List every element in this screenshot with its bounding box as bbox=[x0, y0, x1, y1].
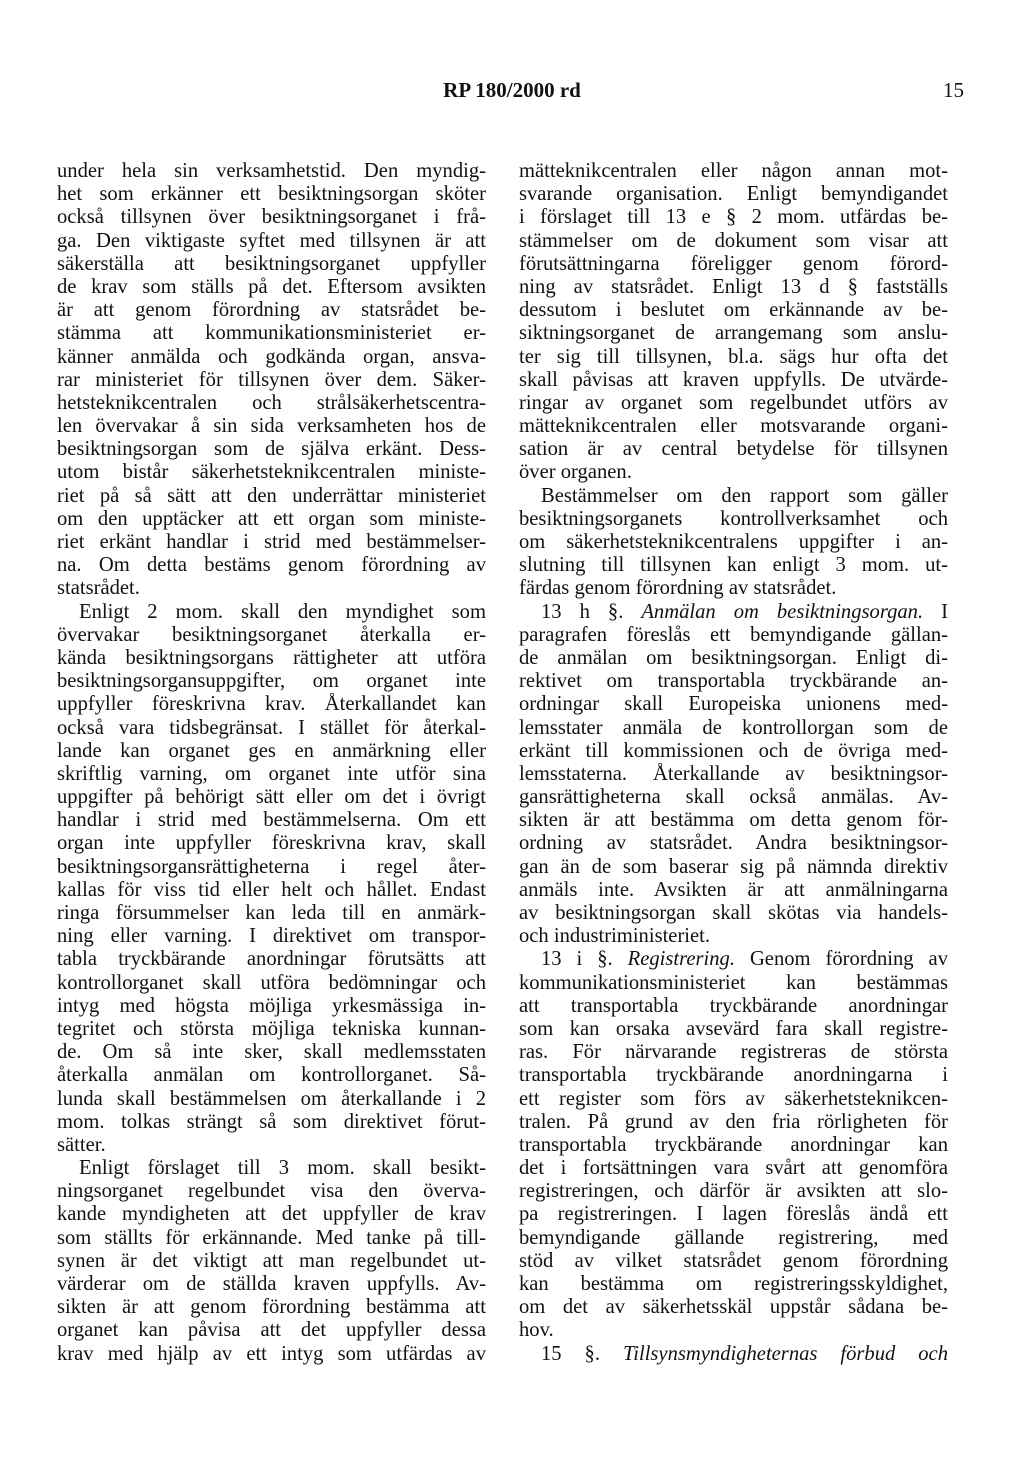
text-line: synen är det viktigt att man regelbundet ut- bbox=[57, 1249, 486, 1272]
text-line: mätteknikcentralen eller någon annan mot- bbox=[519, 160, 948, 182]
text-line: är att genom förordning av statsrådet be- bbox=[57, 299, 486, 322]
text-line: anmäls inte. Avsikten är att anmälningarna bbox=[519, 878, 948, 901]
text-line: skriftlig varning, om organet inte utför sina bbox=[57, 762, 486, 785]
text-line: sation är av central betydelse för tillsynen bbox=[519, 438, 948, 461]
text-line: registreringen, och därför är avsikten att slo- bbox=[519, 1180, 948, 1203]
text-line: slutning till tillsynen kan enligt 3 mom. ut- bbox=[519, 554, 948, 577]
text-line: skall påvisas att kraven uppfylls. De utvärde- bbox=[519, 368, 948, 391]
text-line: om det av säkerhetsskäl uppstår sådana be- bbox=[519, 1296, 948, 1319]
text-line: uppgifter på behörigt sätt eller om det i övrigt bbox=[57, 786, 486, 809]
text-line: utom bistår säkerhetsteknikcentralen ministe- bbox=[57, 461, 486, 484]
text-line: ning av statsrådet. Enligt 13 d § fastställs bbox=[519, 275, 948, 298]
text-line: handlar i strid med bestämmelserna. Om ett bbox=[57, 809, 486, 832]
text-line: värderar om de ställda kraven uppfylls. Av- bbox=[57, 1273, 486, 1295]
text-line: färdas genom förordning av statsrådet. bbox=[519, 577, 837, 600]
text-line: besiktningsorganets kontrollverksamhet och bbox=[519, 507, 948, 530]
text-line: erkänt till kommissionen och de övriga med- bbox=[519, 739, 948, 762]
text-line: under hela sin verksamhetstid. Den myndig- bbox=[57, 160, 486, 182]
text-line: ning eller varning. I direktivet om transpor- bbox=[57, 925, 486, 948]
text-line: ter sig till tillsynen, bl.a. sägs hur ofta det bbox=[519, 345, 948, 368]
section-heading: Registrering. bbox=[627, 948, 735, 971]
text-line: mätteknikcentralen eller motsvarande organi- bbox=[519, 415, 948, 438]
text-line: som ställts för erkännande. Med tanke på till- bbox=[57, 1226, 486, 1249]
text-line: av besiktningsorgan skall skötas via handels- bbox=[519, 902, 948, 924]
text-line: tabla tryckbärande anordningar förutsätts att bbox=[57, 948, 486, 971]
text-line: kända besiktningsorgans rättigheter att utföra bbox=[57, 646, 486, 669]
text-line: över organen. bbox=[519, 461, 632, 484]
text-line: dessutom i beslutet om erkännande av be- bbox=[519, 299, 948, 322]
text-line: kande myndigheten att det uppfyller de krav bbox=[57, 1203, 486, 1226]
text-line: kan bestämma om registreringsskyldighet, bbox=[519, 1273, 948, 1295]
text-line: de krav som ställs på det. Eftersom avsikten bbox=[57, 275, 486, 298]
text-line: kallas för viss tid eller helt och hållet. Endast bbox=[57, 878, 486, 901]
text-line: ringar av organet som regelbundet utförs av bbox=[519, 391, 948, 414]
left-column bbox=[57, 160, 486, 1366]
text-line: paragrafen föreslås ett bemyndigande gällan- bbox=[519, 623, 948, 646]
text-line: de. Om så inte sker, skall medlemsstaten bbox=[57, 1041, 486, 1064]
text-line: 13 h §. Anmälan om besiktningsorgan. I bbox=[541, 600, 948, 623]
text-line: hetsteknikcentralen och strålsäkerhetscentra- bbox=[57, 391, 486, 414]
text-line: lemsstater anmäla de kontrollorgan som de bbox=[519, 716, 948, 739]
text-line: ningsorganet regelbundet visa den överva- bbox=[57, 1180, 486, 1203]
text-line: transportabla tryckbärande anordningar kan bbox=[519, 1133, 948, 1156]
text-line: stöd av vilket statsrådet genom förordning bbox=[519, 1249, 948, 1272]
text-line: besiktningsorgansuppgifter, om organet inte bbox=[57, 670, 486, 693]
text-line: organ inte uppfyller föreskrivna krav, skall bbox=[57, 832, 486, 855]
text-line: säkerställa att besiktningsorganet uppfyller bbox=[57, 252, 486, 275]
text-line: Enligt 2 mom. skall den myndighet som bbox=[79, 600, 486, 623]
text-line: ordning av statsrådet. Andra besiktningsor- bbox=[519, 832, 948, 855]
text-line: lunda skall bestämmelsen om återkallande i 2 bbox=[57, 1087, 486, 1110]
text-line: organet kan påvisa att det uppfyller dessa bbox=[57, 1319, 486, 1342]
text-line: hov. bbox=[519, 1319, 554, 1342]
text-line: sikten är att genom förordning bestämma att bbox=[57, 1296, 486, 1319]
text-line: ga. Den viktigaste syftet med tillsynen är att bbox=[57, 229, 486, 252]
text-line: lande kan organet ges en anmärkning eller bbox=[57, 739, 486, 762]
text-line: om den upptäcker att ett organ som ministe- bbox=[57, 507, 486, 530]
text-line: ringa försummelser kan leda till en anmärk- bbox=[57, 902, 486, 924]
text-line: bemyndigande gällande registrering, med bbox=[519, 1226, 948, 1249]
text-line: stämma att kommunikationsministeriet er- bbox=[57, 322, 486, 345]
text-line: rektivet om transportabla tryckbärande an- bbox=[519, 670, 948, 693]
text-line: 15 §. Tillsynsmyndigheternas förbud och bbox=[541, 1342, 948, 1365]
text-line: besiktningsorgan som de själva erkänt. Dess- bbox=[57, 438, 486, 461]
text-line: också vara tidsbegränsat. I stället för återkal- bbox=[57, 716, 486, 739]
text-line: om säkerhetsteknikcentralens uppgifter i an- bbox=[519, 531, 948, 553]
text-line: svarande organisation. Enligt bemyndigandet bbox=[519, 183, 948, 206]
text-line: sätter. bbox=[57, 1133, 106, 1156]
text-line: och industriministeriet. bbox=[519, 925, 711, 948]
text-line: tegritet och största möjliga tekniska kunnan- bbox=[57, 1017, 486, 1040]
section-heading: Tillsynsmyndigheternas förbud och bbox=[622, 1342, 948, 1365]
text-line: intyg med högsta möjliga yrkesmässiga in- bbox=[57, 994, 486, 1017]
text-line: siktningsorganet de arrangemang som anslu- bbox=[519, 322, 948, 345]
text-line: riet på så sätt att den underrättar ministeriet bbox=[57, 484, 486, 507]
text-line: na. Om detta bestäms genom förordning av bbox=[57, 554, 486, 577]
text-line: tralen. På grund av den fria rörligheten för bbox=[519, 1110, 948, 1133]
text-line: som kan orsaka avsevärd fara skall registre- bbox=[519, 1017, 948, 1040]
text-line: stämmelser om de dokument som visar att bbox=[519, 229, 948, 252]
text-line: ett register som förs av säkerhetsteknikcen- bbox=[519, 1087, 948, 1110]
text-line: len övervakar å sin sida verksamheten hos de bbox=[57, 415, 486, 438]
text-line: ras. För närvarande registreras de största bbox=[519, 1041, 948, 1064]
text-line: Bestämmelser om den rapport som gäller bbox=[541, 484, 948, 507]
text-line: mom. tolkas strängt så som direktivet förut- bbox=[57, 1110, 486, 1133]
text-line: uppfyller föreskrivna krav. Återkallandet kan bbox=[57, 693, 486, 716]
text-line: gansrättigheterna skall också anmälas. Av- bbox=[519, 786, 948, 809]
text-line: i förslaget till 13 e § 2 mom. utfärdas be- bbox=[519, 206, 948, 229]
text-line: förutsättningarna föreligger genom förord- bbox=[519, 252, 948, 275]
text-line: krav med hjälp av ett intyg som utfärdas av bbox=[57, 1342, 486, 1365]
section-heading: Anmälan om besiktningsorgan. bbox=[641, 600, 924, 623]
text-line: lemsstaterna. Återkallande av besiktningsor- bbox=[519, 762, 948, 785]
text-line: rar ministeriet för tillsynen över dem. Säker- bbox=[57, 368, 486, 391]
right-column bbox=[519, 160, 948, 1366]
page-title: RP 180/2000 rd bbox=[443, 78, 581, 102]
text-line: transportabla tryckbärande anordningarna i bbox=[519, 1064, 948, 1087]
text-line: övervakar besiktningsorganet återkalla er- bbox=[57, 623, 486, 646]
text-line: det i fortsättningen vara svårt att genomföra bbox=[519, 1157, 948, 1180]
text-line: besiktningsorgansrättigheterna i regel åter- bbox=[57, 855, 486, 878]
text-line: statsrådet. bbox=[57, 577, 140, 600]
text-line: kommunikationsministeriet kan bestämmas bbox=[519, 971, 948, 994]
text-line: Enligt förslaget till 3 mom. skall besikt- bbox=[79, 1157, 486, 1180]
text-line: gan än de som baserar sig på nämnda direktiv bbox=[519, 855, 948, 878]
text-line: de anmälan om besiktningsorgan. Enligt di- bbox=[519, 646, 948, 669]
text-line: ordningar skall Europeiska unionens med- bbox=[519, 693, 948, 716]
text-line: pa registreringen. I lagen föreslås ändå ett bbox=[519, 1203, 948, 1226]
text-line: känner anmälda och godkända organ, ansva- bbox=[57, 345, 486, 368]
text-line: också tillsynen över besiktningsorganet i frå- bbox=[57, 206, 486, 229]
text-line: kontrollorganet skall utföra bedömningar och bbox=[57, 971, 486, 994]
text-line: återkalla anmälan om kontrollorganet. Så- bbox=[57, 1064, 486, 1087]
text-line: sikten är att bestämma om detta genom för- bbox=[519, 809, 948, 832]
text-line: att transportabla tryckbärande anordningar bbox=[519, 994, 948, 1017]
text-line: het som erkänner ett besiktningsorgan sköter bbox=[57, 183, 486, 206]
page-number: 15 bbox=[943, 78, 964, 102]
text-line: riet erkänt handlar i strid med bestämmelser- bbox=[57, 531, 486, 553]
text-line: 13 i §. Registrering. Genom förordning av bbox=[541, 948, 948, 971]
